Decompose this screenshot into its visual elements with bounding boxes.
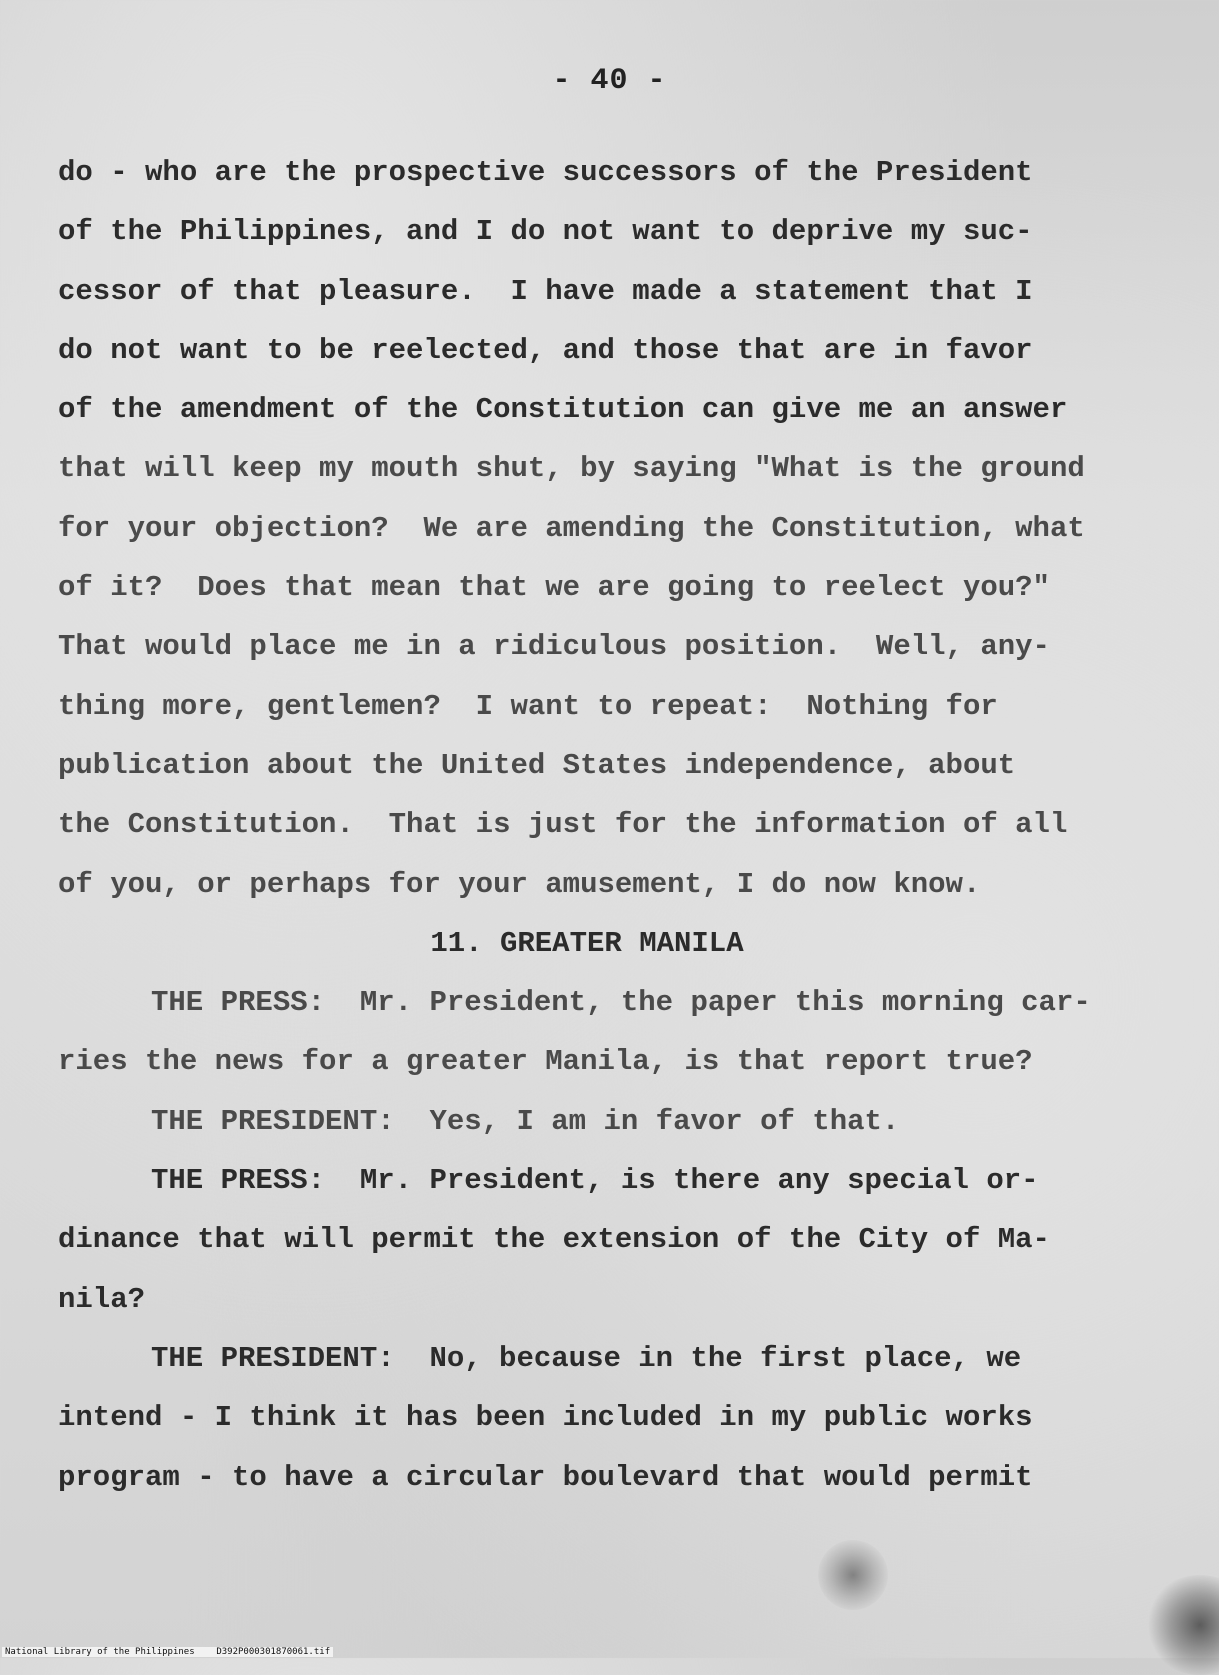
text-line: program - to have a circular boulevard that would permit	[58, 1460, 1033, 1494]
text-line: thing more, gentlemen? I want to repeat: Nothing for	[58, 689, 998, 723]
text-line: THE PRESIDENT: No, because in the first place, we	[151, 1341, 1022, 1375]
archive-footer: National Library of the Philippines D392P000301870061.tif	[2, 1647, 333, 1657]
text-line: do - who are the prospective successors of the President	[58, 156, 1033, 189]
text-line: of it? Does that mean that we are going to reelect you?"	[58, 571, 1050, 605]
text-line: cessor of that pleasure. I have made a statement that I	[58, 274, 1033, 308]
text-line: do not want to be reelected, and those that are in favor	[58, 333, 1033, 367]
text-line: of you, or perhaps for your amusement, I do now know.	[58, 867, 981, 901]
page-number: - 40 -	[552, 64, 667, 98]
text-line: of the amendment of the Constitution can give me an answer	[58, 393, 1068, 427]
text-line: that will keep my mouth shut, by saying "What is the ground	[58, 452, 1085, 486]
text-line: for your objection? We are amending the Constitution, what	[58, 511, 1085, 545]
text-line: THE PRESS: Mr. President, is there any special or-	[151, 1164, 1039, 1198]
ink-smudge	[1145, 1575, 1219, 1675]
text-line: That would place me in a ridiculous position. Well, any-	[58, 630, 1050, 664]
text-line: dinance that will permit the extension of the City of Ma-	[58, 1223, 1050, 1257]
text-line: THE PRESIDENT: Yes, I am in favor of that.	[151, 1104, 900, 1138]
text-line: publication about the United States independence, about	[58, 748, 1016, 782]
text-line: intend - I think it has been included in my public works	[58, 1401, 1033, 1435]
text-line: nila?	[58, 1282, 146, 1316]
text-line: ries the news for a greater Manila, is that report true?	[58, 1045, 1033, 1079]
text-line: the Constitution. That is just for the information of all	[58, 808, 1068, 842]
text-line: THE PRESS: Mr. President, the paper this morning car-	[151, 986, 1091, 1020]
section-heading: 11. GREATER MANILA	[430, 926, 744, 960]
ink-smudge	[818, 1540, 888, 1610]
document-body	[58, 153, 1168, 1517]
text-line: of the Philippines, and I do not want to deprive my suc-	[58, 215, 1033, 249]
